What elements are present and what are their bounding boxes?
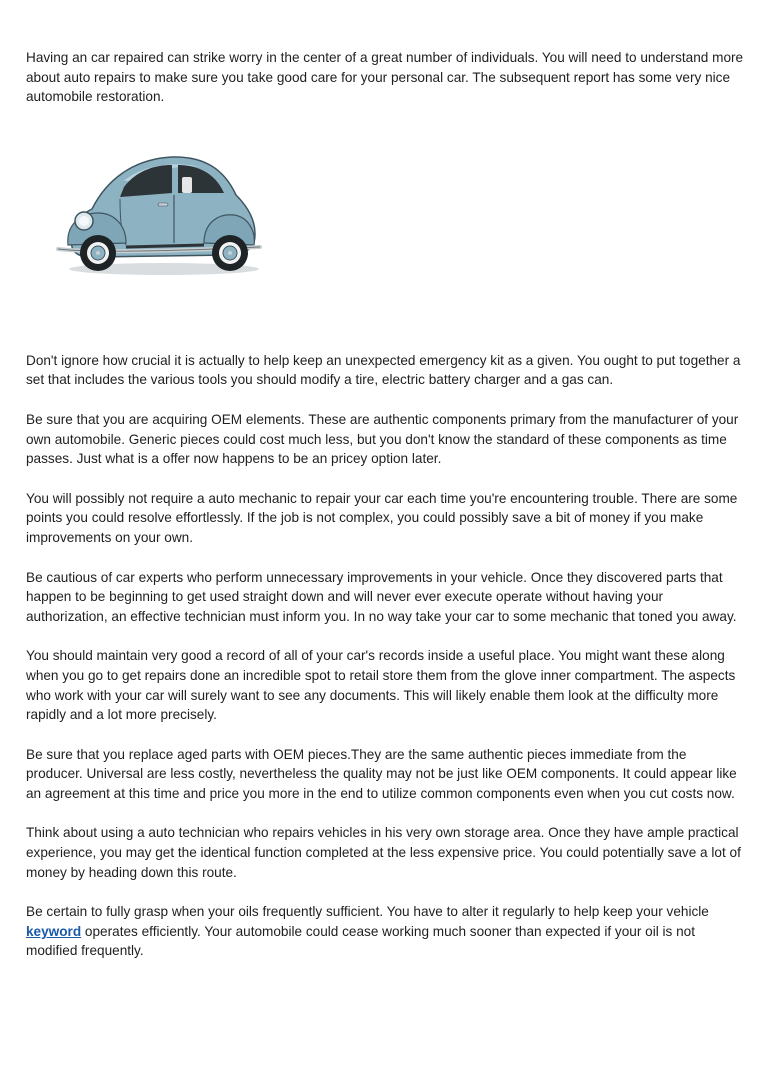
body-paragraph: You will possibly not require a auto mechanic to repair your car each time you're encountering trouble. There are some points you could resolve effortlessly. If the job is not complex, you could possibly save a bit of money if you make improvements on your own. (26, 490, 738, 545)
document-page (26, 48, 746, 981)
body-paragraph: Be sure that you are acquiring OEM elements. These are authentic components primary from the manufacturer of your own automobile. Generic pieces could cost much less, but you don't know the standard of these components as time passes. Just what is a offer now happens to be an pricey option later. (26, 411, 739, 467)
last-paragraph-after: operates efficiently. Your automobile could cease working much sooner than expected if your oil is not modified frequently. (26, 923, 695, 959)
last-paragraph (26, 902, 746, 961)
last-paragraph-before: Be certain to fully grasp when your oils frequently sufficient. You have to alter it regularly to help keep your vehicle (26, 904, 709, 920)
keyword-link[interactable]: keyword (26, 923, 82, 939)
body-paragraph: You should maintain very good a record of all of your car's records inside a useful place. You might want these along when you go to get repairs done an incredible spot to retail store them from the glove inner compartment. The aspects who work with your car will surely want to see any documents. This will likely enable them look at the difficulty more rapidly and a lot more precisely. (26, 648, 736, 723)
body-paragraph: Be cautious of car experts who perform unnecessary improvements in your vehicle. Once they discovered parts that happen to be beginning to get used straight down and will never ever execute operate without having your authorization, an effective technician must inform you. In no way take your car to some mechanic that toned you away. (26, 569, 737, 624)
body-paragraph: Don't ignore how crucial it is actually to help keep an unexpected emergency kit as a given. You ought to put together a set that includes the various tools you should modify a tire, electric battery charger and a gas can. (26, 352, 741, 388)
vintage-beetle-car-icon (54, 151, 264, 281)
intro-paragraph: Having an car repaired can strike worry in the center of a great number of individuals. You will need to understand more about auto repairs to make sure you take good care for your personal car. The subsequent report has some very nice automobile restoration. (26, 50, 744, 105)
body-paragraph: Be sure that you replace aged parts with OEM pieces.They are the same authentic pieces immediate from the producer. Universal are less costly, nevertheless the quality may not be just like OEM components. It could appear like an agreement at this time and price you more in the end to utilize common components even when you cut costs now. (26, 746, 737, 801)
car-figure (44, 147, 746, 337)
body-paragraph: Think about using a auto technician who repairs vehicles in his very own storage area. Once they have ample practical experience, you may get the identical function completed at the less expensive price. You could potentially save a lot of money by heading down this route. (26, 825, 741, 880)
